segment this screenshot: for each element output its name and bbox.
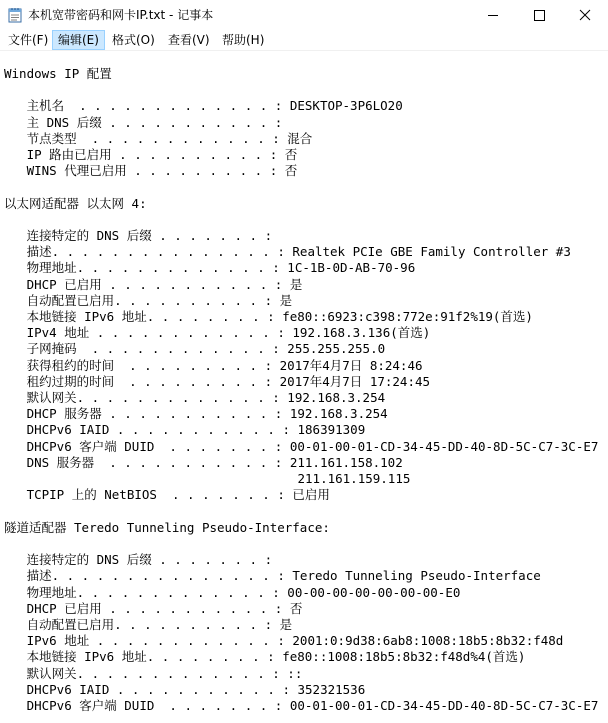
menu-bar — [0, 30, 608, 51]
minimize-icon — [470, 0, 516, 30]
maximize-button[interactable] — [516, 0, 562, 30]
text-editor-area[interactable] — [0, 51, 608, 723]
menu-help[interactable]: 帮助(H) — [222, 33, 265, 47]
close-button[interactable] — [562, 0, 608, 30]
notepad-icon — [8, 7, 22, 23]
menu-edit[interactable]: 编辑(E) — [52, 30, 105, 50]
menu-view[interactable]: 查看(V) — [168, 33, 210, 47]
close-icon — [562, 0, 608, 30]
menu-format[interactable]: 格式(O) — [112, 33, 155, 47]
maximize-icon — [516, 0, 562, 30]
title-bar[interactable] — [0, 0, 608, 30]
menu-file[interactable]: 文件(F) — [8, 33, 49, 47]
document-text[interactable]: Windows IP 配置 主机名 . . . . . . . . . . . . . : DESKTOP-3P6LO20 主 DNS 后缀 . . . . . . . . . . . : 节点类型 . . . . . . . . . . . . : 混合 IP 路由已启用 . . . . . . . . . . : 否 WINS 代理已启用 . . . . . . . . . : 否 以太网适配器 以太网 4: 连接特定的 DNS 后缀 . . . . . . . : 描述. . . . . . . . . . . . . . . : Realtek PCIe GBE Family Controller #3 物理地址. . . . . . . . . . . . . : 1C-1B-0D-AB-70-96 DHCP 已启用 . . . . . . . . . . . : 是 自动配置已启用. . . . . . . . . . : 是 本地链接 IPv6 地址. . . . . . . . : fe80::6923:c398:772e:91f2%19(首选) IPv4 地址 . . . . . . . . . . . . : 192.168.3.136(首选) 子网掩码 . . . . . . . . . . . . : 255.255.255.0 获得租约的时间 . . . . . . . . . : 2017年4月7日 8:24:46 租约过期的时间 . . . . . . . . . : 2017年4月7日 17:24:45 默认网关. . . . . . . . . . . . . : 192.168.3.254 DHCP 服务器 . . . . . . . . . . . : 192.168.3.254 DHCPv6 IAID . . . . . . . . . . . : 186391309 DHCPv6 客户端 DUID . . . . . . . : 00-01-00-01-CD-34-45-DD-40-8D-5C-C7-3C-E7 DNS 服务器 . . . . . . . . . . . : 211.161.158.102 211.161.159.115 TCPIP 上的 NetBIOS . . . . . . . : 已启用 隧道适配器 Teredo Tunneling Pseudo-Interface: 连接特定的 DNS 后缀 . . . . . . . : 描述. . . . . . . . . . . . . . . : Teredo Tunneling Pseudo-Interface 物理地址. . . . . . . . . . . . . : 00-00-00-00-00-00-00-E0 DHCP 已启用 . . . . . . . . . . . : 否 自动配置已启用. . . . . . . . . . : 是 IPv6 地址 . . . . . . . . . . . . : 2001:0:9d38:6ab8:1008:18b5:8b32:f48d 本地链接 IPv6 地址. . . . . . . . : fe80::1008:18b5:8b32:f48d%4(首选) 默认网关. . . . . . . . . . . . . : :: DHCPv6 IAID . . . . . . . . . . . : 352321536 DHCPv6 客户端 DUID . . . . . . . : 00-01-00-01-CD-34-45-DD-40-8D-5C-C7-3C-E7 — [4, 66, 599, 713]
window-title: 本机宽带密码和网卡IP.txt - 记事本 — [28, 8, 214, 22]
minimize-button[interactable] — [470, 0, 516, 30]
